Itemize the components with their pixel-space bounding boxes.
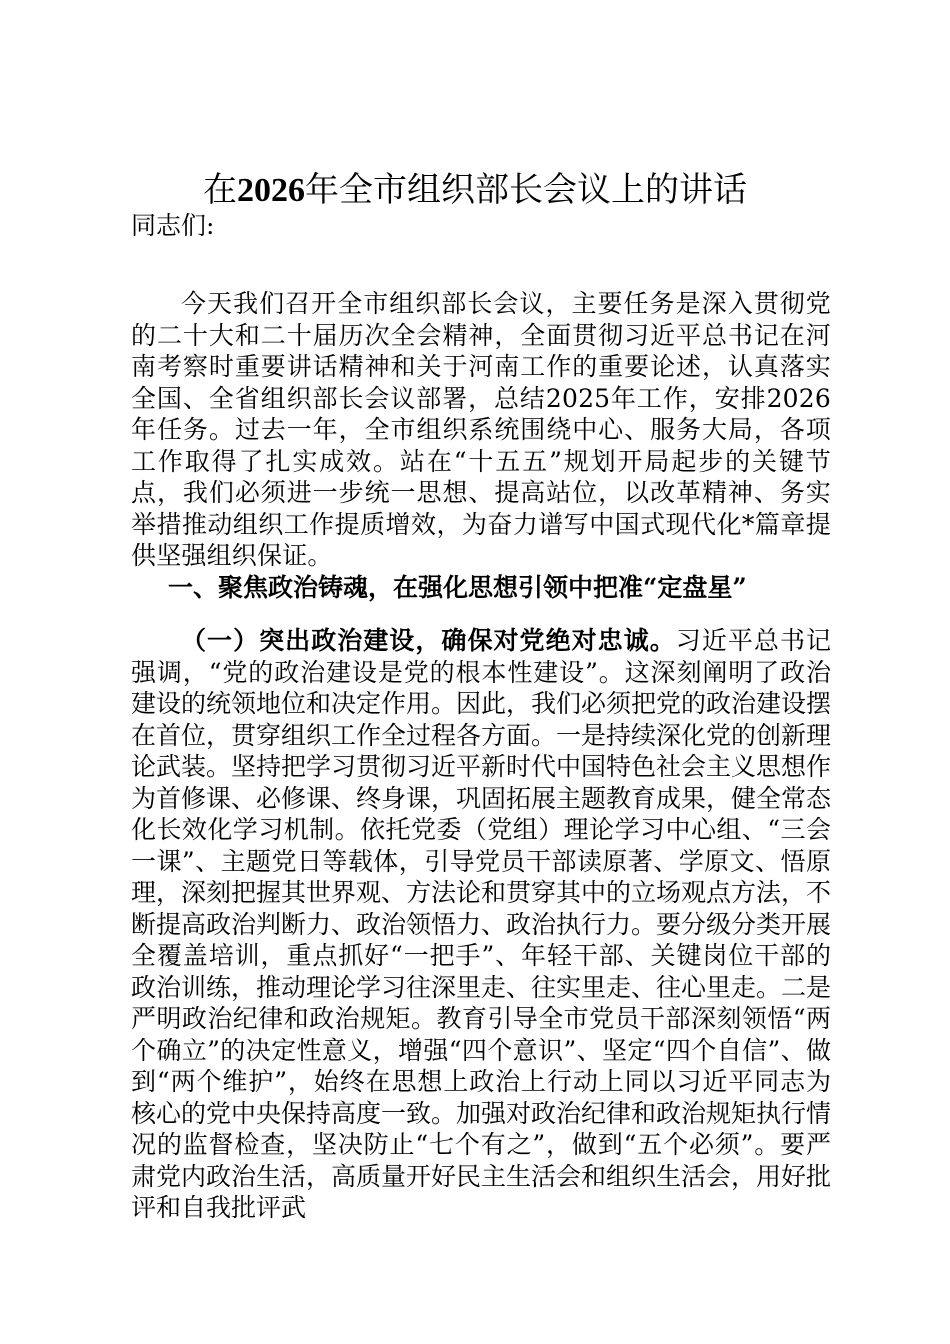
subsection-paragraph-1 (131, 625, 832, 1222)
subsection-body: 习近平总书记强调，“党的政治建设是党的根本性建设”。这深刻阐明了政治建设的统领地位和决定作用。因此，我们必须把党的政治建设摆在首位，贯穿组织工作全过程各方面。一是持续深化党的创新理论武装。坚持把学习贯彻习近平新时代中国特色社会主义思想作为首修课、必修课、终身课，巩固拓展主题教育成果，健全常态化长效化学习机制。依托党委（党组）理论学习中心组、“三会一课”、主题党日等载体，引导党员干部读原著、学原文、悟原理，深刻把握其世界观、方法论和贯穿其中的立场观点方法，不断提高政治判断力、政治领悟力、政治执行力。要分级分类开展全覆盖培训，重点抓好“一把手”、年轻干部、关键岗位干部的政治训练，推动理论学习往深里走、往实里走、往心里走。二是严明政治纪律和政治规矩。教育引导全市党员干部深刻领悟“两个确立”的决定性意义，增强“四个意识”、坚定“四个自信”、做到“两个维护”，始终在思想上政治上行动上同以习近平同志为核心的党中央保持高度一致。加强对政治纪律和政治规矩执行情况的监督检查，坚决防止“七个有之”，做到“五个必须”。要严肃党内政治生活，高质量开好民主生活会和组织生活会，用好批评和自我批评武 (131, 626, 832, 1222)
title-prefix: 在 (203, 170, 237, 210)
title-suffix: 年全市组织部长会议上的讲话 (305, 170, 747, 210)
section-heading-1: 一、聚焦政治铸魂，在强化思想引领中把准“定盘星” (168, 573, 747, 602)
opening-paragraph: 今天我们召开全市组织部长会议，主要任务是深入贯彻党的二十大和二十届历次全会精神，全面贯彻习近平总书记在河南考察时重要讲话精神和关于河南工作的重要论述，认真落实全国、全省组织部长会议部署，总结2025年工作，安排2026年任务。过去一年，全市组织系统围绕中心、服务大局，各项工作取得了扎实成效。站在“十五五”规划开局起步的关键节点，我们必须进一步统一思想、提高站位，以改革精神、务实举措推动组织工作提质增效，为奋力谱写中国式现代化*篇章提供坚强组织保证。 (131, 289, 831, 570)
subsection-lead: （一）突出政治建设，确保对党绝对忠诚。 (181, 626, 676, 655)
title-year: 2026 (237, 172, 305, 209)
salutation: 同志们: (131, 211, 215, 240)
